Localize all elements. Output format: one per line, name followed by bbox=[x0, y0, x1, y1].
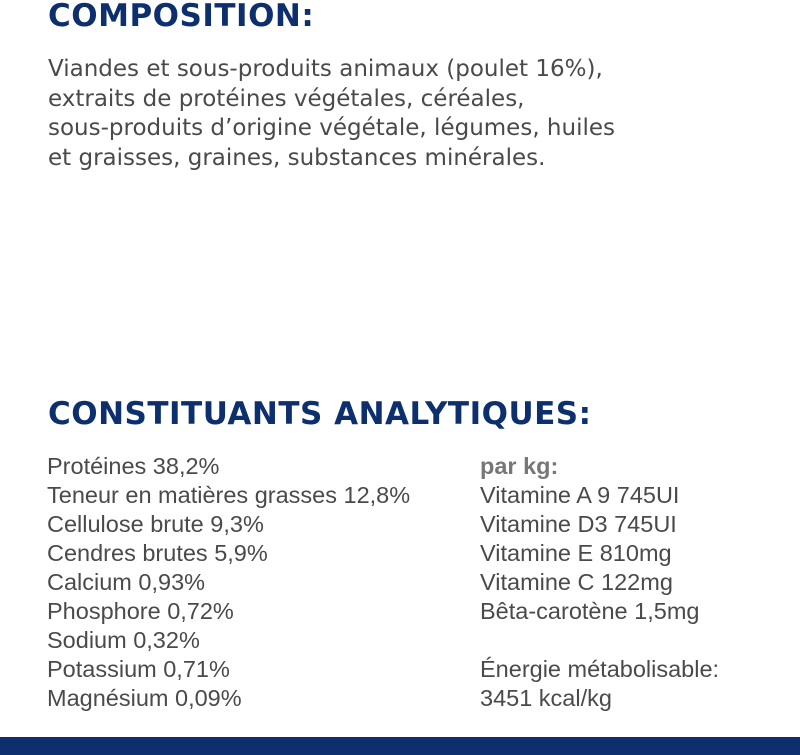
energy-label: Énergie métabolisable: bbox=[480, 656, 720, 682]
vitamin-item: Vitamine A 9 745UI bbox=[480, 482, 680, 508]
constituent-item: Protéines 38,2% bbox=[47, 453, 220, 479]
constituent-item: Sodium 0,32% bbox=[47, 627, 200, 653]
composition-text bbox=[48, 55, 768, 173]
analytical-constituents-list bbox=[47, 452, 410, 713]
constituent-item: Magnésium 0,09% bbox=[47, 685, 242, 711]
constituent-item: Cendres brutes 5,9% bbox=[47, 540, 268, 566]
composition-line: extraits de protéines végétales, céréales, bbox=[48, 85, 525, 112]
constituent-item: Potassium 0,71% bbox=[47, 656, 230, 682]
composition-line: sous-produits d’origine végétale, légumes, huiles bbox=[48, 115, 616, 141]
composition-heading: COMPOSITION: bbox=[48, 0, 315, 34]
constituent-item: Cellulose brute 9,3% bbox=[47, 511, 264, 537]
per-kg-label: par kg: bbox=[480, 453, 559, 479]
vitamins-list bbox=[480, 452, 719, 713]
list-spacer bbox=[480, 626, 719, 655]
constituent-item: Calcium 0,93% bbox=[47, 569, 206, 595]
vitamin-item: Vitamine C 122mg bbox=[480, 569, 673, 595]
vitamin-item: Vitamine E 810mg bbox=[480, 540, 672, 566]
composition-line: Viandes et sous-produits animaux (poulet 16%), bbox=[48, 56, 603, 82]
constituent-item: Phosphore 0,72% bbox=[47, 598, 234, 624]
footer-bar bbox=[0, 737, 800, 755]
constituent-item: Teneur en matières grasses 12,8% bbox=[47, 482, 411, 508]
energy-value: 3451 kcal/kg bbox=[480, 685, 612, 711]
vitamin-item: Vitamine D3 745UI bbox=[480, 511, 677, 537]
composition-line: et graisses, graines, substances minérales. bbox=[48, 144, 546, 171]
analytical-constituents-heading: CONSTITUANTS ANALYTIQUES: bbox=[48, 396, 592, 432]
vitamin-item: Bêta-carotène 1,5mg bbox=[480, 598, 700, 624]
